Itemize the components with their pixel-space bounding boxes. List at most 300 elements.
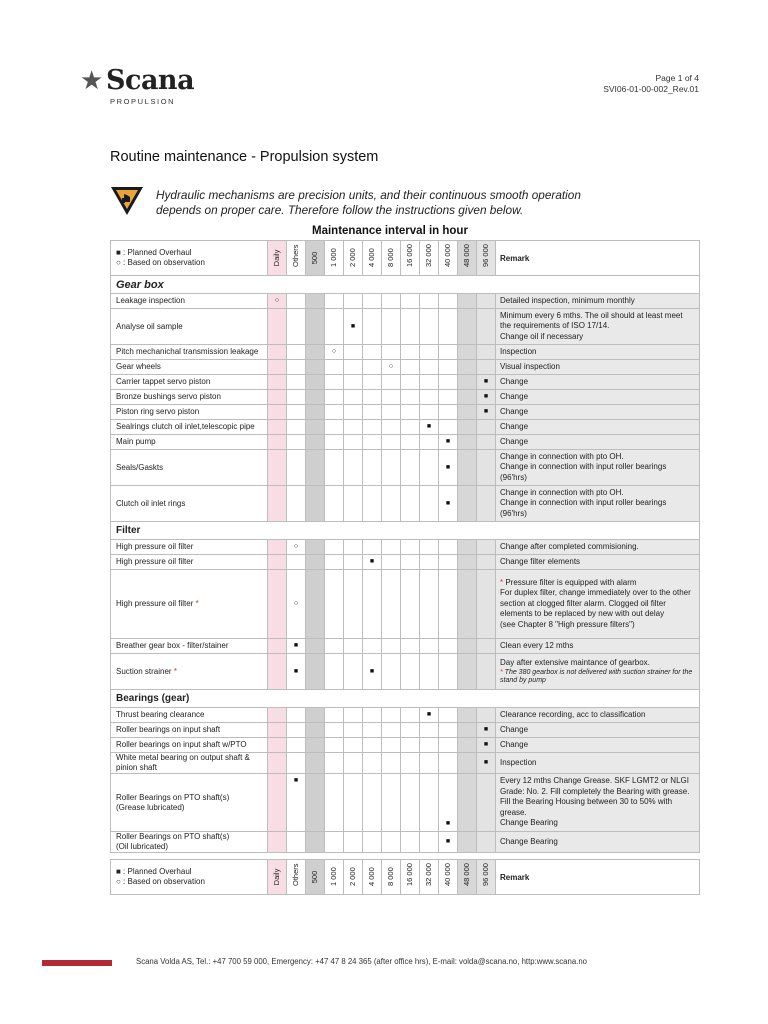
maintenance-item-label: Roller Bearings on PTO shaft(s) (Grease lubricated) xyxy=(116,792,230,812)
remark-text: Minimum every 6 mths. The oil should at least meet the requirements of ISO 17/14. Change oil if necessary xyxy=(500,310,683,341)
interval-cell xyxy=(363,738,382,753)
interval-cell xyxy=(401,450,420,486)
interval-cell xyxy=(363,540,382,555)
remark-text: Inspection xyxy=(500,346,537,356)
page-info xyxy=(603,73,699,95)
interval-cell xyxy=(344,832,363,853)
interval-cell xyxy=(439,405,458,420)
interval-cell xyxy=(325,738,344,753)
observation-marker: ○ xyxy=(388,363,394,370)
interval-cell xyxy=(306,390,325,405)
interval-column-header xyxy=(344,860,363,895)
interval-cell xyxy=(287,723,306,738)
interval-heading: Maintenance interval in hour xyxy=(312,225,468,237)
remark-text: Change Bearing xyxy=(500,836,558,846)
maintenance-item-label: High pressure oil filter xyxy=(116,599,194,608)
open-circle-icon: ○ : xyxy=(116,877,126,886)
interval-cell xyxy=(401,654,420,690)
filled-square-icon: ■ : xyxy=(116,248,126,257)
interval-cell xyxy=(268,738,287,753)
interval-cell xyxy=(439,555,458,570)
maintenance-item-label: Thrust bearing clearance xyxy=(116,710,205,719)
maintenance-item xyxy=(111,435,268,450)
section-row xyxy=(111,522,700,540)
interval-cell xyxy=(382,486,401,522)
interval-cell xyxy=(344,723,363,738)
remark-text: Day after extensive maintance of gearbox. xyxy=(500,658,650,668)
interval-cell xyxy=(477,708,496,723)
logo-wordmark: Scana xyxy=(106,65,195,96)
interval-cell xyxy=(401,723,420,738)
table-row xyxy=(111,774,700,832)
interval-cell xyxy=(420,486,439,522)
remark-text: Every 12 mths Change Grease. SKF LGMT2 or NLGI Grade: No. 2. Fill completely the Bearing with grease. Fill the Bearing Housing between 30 to 50% with grease. Change Bearing xyxy=(500,776,690,828)
remark-cell xyxy=(496,450,700,486)
remark-text: Detailed inspection, minimum monthly xyxy=(500,295,635,305)
bottom-header-row xyxy=(111,860,700,895)
interval-cell xyxy=(420,708,439,723)
planned-overhaul-marker: ■ xyxy=(426,423,432,430)
table-row xyxy=(111,738,700,753)
interval-cell xyxy=(382,723,401,738)
interval-label: Daily xyxy=(272,868,281,886)
interval-cell xyxy=(306,345,325,360)
planned-overhaul-marker: ■ xyxy=(445,438,451,445)
interval-label: 2 000 xyxy=(348,248,357,267)
interval-cell xyxy=(458,486,477,522)
interval-cell xyxy=(325,540,344,555)
interval-cell xyxy=(439,639,458,654)
remark-text: Change xyxy=(500,421,529,431)
interval-label: 2 000 xyxy=(348,867,357,886)
interval-label: Daily xyxy=(272,249,281,267)
interval-cell xyxy=(477,639,496,654)
table-spacer xyxy=(111,853,700,860)
maintenance-item xyxy=(111,375,268,390)
table-row xyxy=(111,309,700,345)
interval-cell xyxy=(439,723,458,738)
interval-cell xyxy=(344,654,363,690)
interval-label: 96 000 xyxy=(481,863,490,886)
interval-cell xyxy=(420,654,439,690)
maintenance-item-label: Roller Bearings on PTO shaft(s) (Oil lubricated) xyxy=(116,832,230,851)
interval-cell xyxy=(401,753,420,774)
remark-text: Visual inspection xyxy=(500,361,560,371)
interval-cell xyxy=(325,309,344,345)
interval-cell xyxy=(477,375,496,390)
interval-cell xyxy=(439,540,458,555)
interval-cell xyxy=(458,435,477,450)
remark-note xyxy=(500,669,695,685)
interval-cell xyxy=(382,832,401,853)
maintenance-item xyxy=(111,738,268,753)
interval-cell xyxy=(287,654,306,690)
interval-cell xyxy=(325,420,344,435)
interval-cell xyxy=(477,405,496,420)
maintenance-item-label: Roller bearings on input shaft xyxy=(116,725,221,734)
table-row xyxy=(111,375,700,390)
remark-cell xyxy=(496,345,700,360)
interval-cell xyxy=(382,738,401,753)
interval-cell xyxy=(420,435,439,450)
remark-cell xyxy=(496,360,700,375)
top-header-row xyxy=(111,241,700,276)
interval-cell xyxy=(363,753,382,774)
interval-cell xyxy=(477,570,496,639)
interval-cell xyxy=(439,309,458,345)
interval-cell xyxy=(306,375,325,390)
interval-cell xyxy=(401,375,420,390)
interval-cell xyxy=(401,435,420,450)
interval-cell xyxy=(477,294,496,309)
interval-cell xyxy=(401,420,420,435)
interval-column-header xyxy=(477,860,496,895)
interval-cell xyxy=(382,435,401,450)
interval-cell xyxy=(363,405,382,420)
interval-column-header xyxy=(382,241,401,276)
interval-cell xyxy=(306,294,325,309)
interval-cell xyxy=(477,360,496,375)
interval-column-header xyxy=(420,241,439,276)
interval-cell xyxy=(287,486,306,522)
interval-cell xyxy=(325,832,344,853)
planned-overhaul-marker: ■ xyxy=(426,711,432,718)
interval-cell xyxy=(401,570,420,639)
interval-cell xyxy=(382,753,401,774)
interval-cell xyxy=(268,540,287,555)
interval-label: 40 000 xyxy=(443,244,452,267)
maintenance-item xyxy=(111,486,268,522)
interval-cell xyxy=(363,639,382,654)
table-row xyxy=(111,420,700,435)
remark-cell xyxy=(496,654,700,690)
interval-cell xyxy=(306,435,325,450)
remark-cell xyxy=(496,639,700,654)
maintenance-item xyxy=(111,555,268,570)
planned-overhaul-marker: ■ xyxy=(483,378,489,385)
interval-cell xyxy=(477,832,496,853)
interval-cell xyxy=(363,832,382,853)
legend-planned-label: Planned Overhaul xyxy=(127,248,192,257)
maintenance-item-label: High pressure oil filter xyxy=(116,557,194,566)
remark-text: Change xyxy=(500,391,529,401)
interval-cell xyxy=(268,639,287,654)
interval-cell xyxy=(439,435,458,450)
remark-text: Change xyxy=(500,724,529,734)
interval-cell xyxy=(344,309,363,345)
interval-cell xyxy=(439,708,458,723)
maintenance-item-label: Breather gear box - filter/stainer xyxy=(116,641,229,650)
star-icon: ★ xyxy=(80,66,104,96)
interval-cell xyxy=(344,708,363,723)
interval-cell xyxy=(306,420,325,435)
section-title: Gear box xyxy=(111,276,700,294)
interval-cell xyxy=(439,486,458,522)
maintenance-item-label: Bronze bushings servo piston xyxy=(116,392,221,401)
table-row xyxy=(111,345,700,360)
remark-text: Clean every 12 mths xyxy=(500,640,574,650)
planned-overhaul-marker: ■ xyxy=(293,667,299,675)
interval-cell xyxy=(287,540,306,555)
interval-cell xyxy=(306,774,325,832)
maintenance-item-label: Leakage inspection xyxy=(116,296,185,305)
interval-cell xyxy=(268,420,287,435)
planned-overhaul-marker: ■ xyxy=(483,759,489,766)
interval-column-header xyxy=(325,860,344,895)
interval-cell xyxy=(344,294,363,309)
interval-cell xyxy=(477,723,496,738)
maintenance-item xyxy=(111,708,268,723)
table-row xyxy=(111,555,700,570)
interval-cell xyxy=(420,450,439,486)
interval-cell xyxy=(325,753,344,774)
interval-cell xyxy=(477,540,496,555)
maintenance-item xyxy=(111,832,268,853)
interval-cell xyxy=(477,309,496,345)
interval-cell xyxy=(344,639,363,654)
interval-cell xyxy=(363,450,382,486)
maintenance-item xyxy=(111,294,268,309)
interval-cell xyxy=(325,390,344,405)
interval-cell xyxy=(325,375,344,390)
table-row xyxy=(111,435,700,450)
interval-cell xyxy=(325,360,344,375)
interval-cell xyxy=(363,294,382,309)
interval-cell xyxy=(382,450,401,486)
interval-column-header xyxy=(382,860,401,895)
maintenance-item xyxy=(111,774,268,832)
interval-cell xyxy=(287,753,306,774)
logo-subtitle: PROPULSION xyxy=(110,97,176,106)
interval-cell xyxy=(287,708,306,723)
interval-cell xyxy=(477,774,496,832)
interval-label: 1 000 xyxy=(329,867,338,886)
interval-column-header xyxy=(344,241,363,276)
remark-cell xyxy=(496,420,700,435)
interval-cell xyxy=(439,375,458,390)
table-row xyxy=(111,639,700,654)
interval-cell xyxy=(420,738,439,753)
interval-cell xyxy=(325,774,344,832)
interval-cell xyxy=(306,309,325,345)
interval-cell xyxy=(287,832,306,853)
planned-overhaul-marker: ■ xyxy=(483,408,489,415)
interval-column-header xyxy=(306,241,325,276)
remark-text: Change xyxy=(500,376,529,386)
interval-cell xyxy=(382,540,401,555)
interval-cell xyxy=(306,832,325,853)
interval-cell xyxy=(458,774,477,832)
maintenance-item-label: Roller bearings on input shaft w/PTO xyxy=(116,740,247,749)
remark-text: Clearance recording, acc to classification xyxy=(500,709,646,719)
interval-cell xyxy=(363,309,382,345)
interval-cell xyxy=(458,345,477,360)
remark-cell xyxy=(496,294,700,309)
interval-cell xyxy=(268,405,287,420)
interval-cell xyxy=(477,654,496,690)
remark-cell xyxy=(496,309,700,345)
table-row xyxy=(111,360,700,375)
interval-cell xyxy=(382,420,401,435)
legend-planned-label: Planned Overhaul xyxy=(127,867,192,876)
section-row xyxy=(111,276,700,294)
maintenance-item-label: Carrier tappet servo piston xyxy=(116,377,211,386)
interval-cell xyxy=(287,360,306,375)
interval-cell xyxy=(458,738,477,753)
maintenance-item xyxy=(111,723,268,738)
maintenance-item xyxy=(111,654,268,690)
remark-cell xyxy=(496,405,700,420)
interval-label: 40 000 xyxy=(443,863,452,886)
interval-cell xyxy=(439,832,458,853)
maintenance-item-label: Pitch mechanichal transmission leakage xyxy=(116,347,259,356)
planned-overhaul-marker: ■ xyxy=(445,499,451,507)
remark-cell xyxy=(496,832,700,853)
interval-cell xyxy=(439,390,458,405)
planned-overhaul-marker: ■ xyxy=(369,667,375,675)
interval-cell xyxy=(306,405,325,420)
maintenance-item xyxy=(111,420,268,435)
interval-cell xyxy=(382,294,401,309)
page-number: Page 1 of 4 xyxy=(655,73,699,83)
interval-label: 32 000 xyxy=(424,244,433,267)
interval-cell xyxy=(287,405,306,420)
maintenance-item-label: White metal bearing on output shaft & pinion shaft xyxy=(116,753,250,772)
interval-label: 48 000 xyxy=(462,244,471,267)
interval-column-header xyxy=(458,860,477,895)
interval-cell xyxy=(344,390,363,405)
interval-cell xyxy=(268,360,287,375)
interval-cell xyxy=(344,540,363,555)
interval-label: Others xyxy=(291,863,300,886)
interval-cell xyxy=(420,753,439,774)
interval-cell xyxy=(401,639,420,654)
interval-cell xyxy=(287,390,306,405)
interval-cell xyxy=(382,708,401,723)
legend-observed-label: Based on observation xyxy=(127,258,205,267)
document-number: SVI06-01-00-002_Rev.01 xyxy=(603,84,699,94)
interval-cell xyxy=(401,390,420,405)
interval-cell xyxy=(306,555,325,570)
interval-cell xyxy=(420,639,439,654)
interval-column-header xyxy=(306,860,325,895)
planned-overhaul-marker: ■ xyxy=(293,642,299,649)
interval-cell xyxy=(382,570,401,639)
interval-cell xyxy=(458,294,477,309)
interval-cell xyxy=(344,375,363,390)
interval-column-header xyxy=(363,241,382,276)
interval-cell xyxy=(458,390,477,405)
interval-cell xyxy=(287,555,306,570)
interval-cell xyxy=(458,405,477,420)
interval-cell xyxy=(439,360,458,375)
interval-cell xyxy=(287,420,306,435)
interval-cell xyxy=(363,390,382,405)
interval-cell xyxy=(287,639,306,654)
table-row xyxy=(111,654,700,690)
table-row xyxy=(111,450,700,486)
maintenance-item xyxy=(111,540,268,555)
interval-cell xyxy=(401,360,420,375)
interval-column-header xyxy=(477,241,496,276)
interval-cell xyxy=(363,570,382,639)
interval-cell xyxy=(401,294,420,309)
interval-label: 96 000 xyxy=(481,244,490,267)
maintenance-item xyxy=(111,345,268,360)
interval-cell xyxy=(420,294,439,309)
planned-overhaul-marker: ■ xyxy=(293,777,299,784)
interval-cell xyxy=(363,375,382,390)
interval-label: Others xyxy=(291,244,300,267)
interval-cell xyxy=(306,360,325,375)
interval-cell xyxy=(401,774,420,832)
warning-text: Hydraulic mechanisms are precision units, and their continuous smooth operation depends on proper care. Therefore follow the instructions given below. xyxy=(156,188,581,217)
interval-cell xyxy=(287,294,306,309)
remark-cell xyxy=(496,774,700,832)
interval-label: 8 000 xyxy=(386,248,395,267)
interval-cell xyxy=(306,486,325,522)
interval-cell xyxy=(344,435,363,450)
open-circle-icon: ○ : xyxy=(116,258,126,267)
table-row xyxy=(111,294,700,309)
table-row xyxy=(111,723,700,738)
interval-column-header xyxy=(420,860,439,895)
remark-text: Change xyxy=(500,406,529,416)
interval-column-header xyxy=(287,860,306,895)
observation-marker: ○ xyxy=(274,297,280,304)
interval-cell xyxy=(458,639,477,654)
interval-cell xyxy=(401,555,420,570)
maintenance-item xyxy=(111,405,268,420)
interval-cell xyxy=(363,360,382,375)
interval-cell xyxy=(401,540,420,555)
interval-cell xyxy=(420,555,439,570)
interval-label: 32 000 xyxy=(424,863,433,886)
interval-cell xyxy=(325,555,344,570)
interval-cell xyxy=(363,723,382,738)
remark-cell xyxy=(496,486,700,522)
page-title: Routine maintenance - Propulsion system xyxy=(110,149,379,165)
interval-cell xyxy=(344,405,363,420)
remark-cell xyxy=(496,540,700,555)
interval-cell xyxy=(477,738,496,753)
interval-cell xyxy=(268,654,287,690)
interval-cell xyxy=(268,294,287,309)
remark-cell xyxy=(496,570,700,639)
remark-cell xyxy=(496,738,700,753)
maintenance-item xyxy=(111,309,268,345)
interval-cell xyxy=(344,570,363,639)
remark-text: Change after completed commisioning. xyxy=(500,541,639,551)
interval-cell xyxy=(401,832,420,853)
remark-cell xyxy=(496,708,700,723)
interval-cell xyxy=(287,738,306,753)
interval-cell xyxy=(439,774,458,832)
red-asterisk: * xyxy=(173,666,177,676)
table-row xyxy=(111,390,700,405)
interval-cell xyxy=(477,555,496,570)
interval-cell xyxy=(477,390,496,405)
interval-cell xyxy=(401,738,420,753)
interval-cell xyxy=(287,774,306,832)
interval-cell xyxy=(344,345,363,360)
interval-cell xyxy=(401,708,420,723)
interval-cell xyxy=(344,420,363,435)
interval-cell xyxy=(420,774,439,832)
interval-column-header xyxy=(268,241,287,276)
interval-column-header xyxy=(439,860,458,895)
interval-cell xyxy=(382,555,401,570)
